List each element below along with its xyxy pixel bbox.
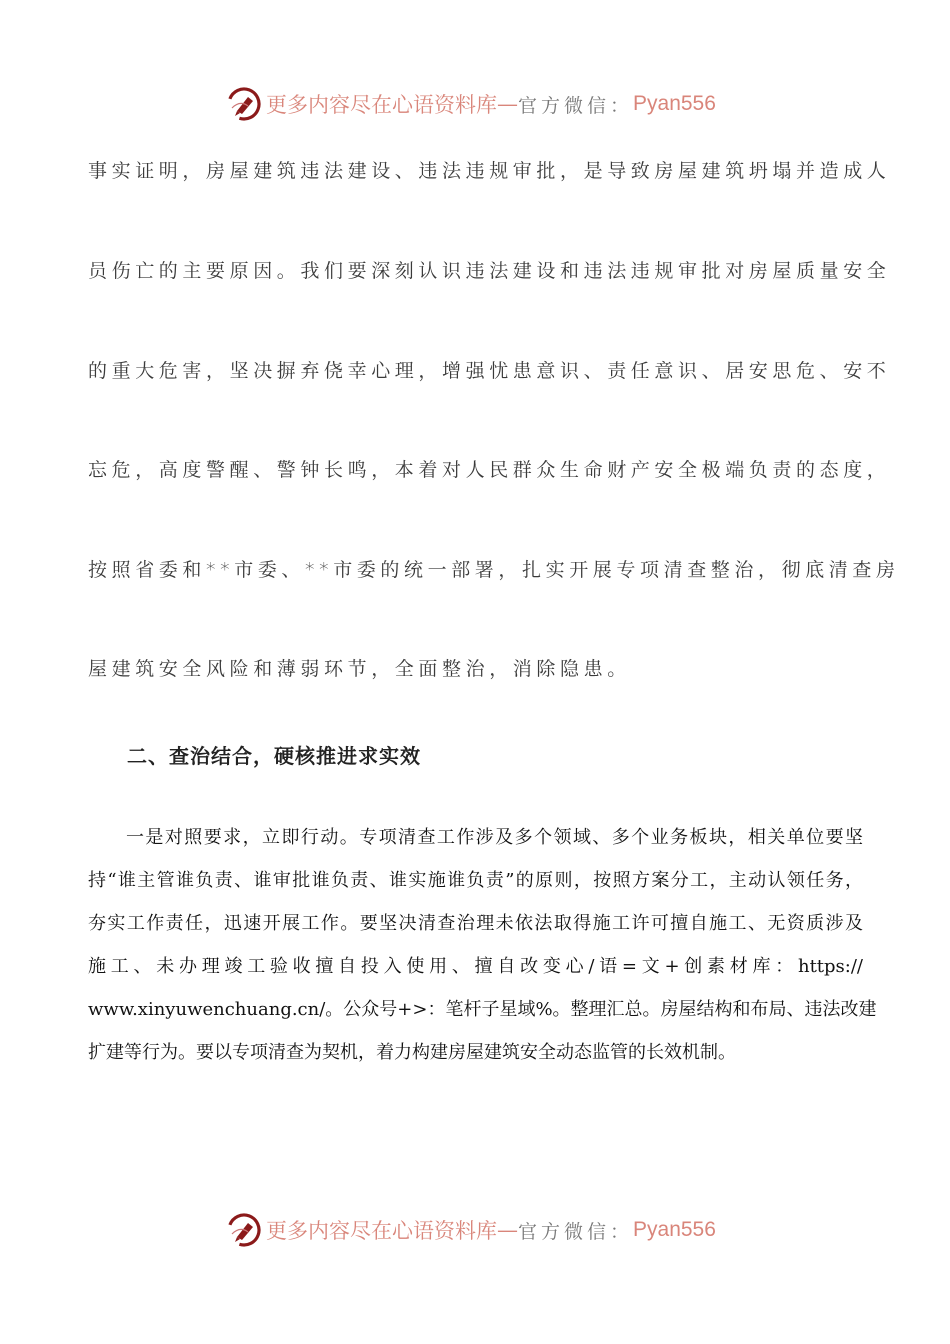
watermark-text: 更多内容尽在心语资料库 [266,1219,497,1243]
text-line: 施工、未办理竣工验收擅自投入使用、擅自改变心/语=文+创素材库：https:// [88,956,863,977]
watermark-wechat-id: Pyan556 [633,1218,716,1241]
text-line: 忘危，高度警醒、警钟长鸣，本着对人民群众生命财产安全极端负责的态度， [88,459,891,481]
header-watermark [226,84,716,124]
watermark-wechat-id: Pyan556 [633,92,716,115]
text-line: 持“谁主管谁负责、谁审批谁负责、谁实施谁负责”的原则，按照方案分工，主动认领任务， [88,870,863,891]
watermark-text: 更多内容尽在心语资料库 [266,93,497,117]
text-line: www.xinyuwenchuang.cn/。公众号+>：笔杆子星域%。整理汇总。房屋结构和布局、违法改建 [88,999,877,1020]
text-line: 事实证明，房屋建筑违法建设、违法违规审批，是导致房屋建筑坍塌并造成人 [88,160,891,182]
pen-nib-logo-icon [226,86,262,122]
watermark-label: 官方微信： [518,94,634,117]
pen-nib-logo-icon [226,1212,262,1248]
text-line: 按照省委和**市委、**市委的统一部署，扎实开展专项清查整治，彻底清查房 [88,559,900,581]
text-line: 的重大危害，坚决摒弃侥幸心理，增强忧患意识、责任意识、居安思危、安不 [88,360,891,382]
text-line: 扩建等行为。要以专项清查为契机，着力构建房屋建筑安全动态监管的长效机制。 [88,1042,736,1063]
watermark-label: 官方微信： [518,1220,634,1243]
text-line: 屋建筑安全风险和薄弱环节，全面整治，消除隐患。 [88,658,631,680]
watermark-dash: — [497,1218,518,1242]
text-line: 一是对照要求，立即行动。专项清查工作涉及多个领域、多个业务板块，相关单位要坚 [126,827,863,848]
footer-watermark [226,1210,716,1250]
text-line: 员伤亡的主要原因。我们要深刻认识违法建设和违法违规审批对房屋质量安全 [88,260,891,282]
section-heading: 二、查治结合，硬核推进求实效 [127,744,421,768]
watermark-dash: — [497,92,518,116]
paragraph-2 [88,816,877,1074]
text-line: 夯实工作责任，迅速开展工作。要坚决清查治理未依法取得施工许可擅自施工、无资质涉及 [88,913,863,934]
